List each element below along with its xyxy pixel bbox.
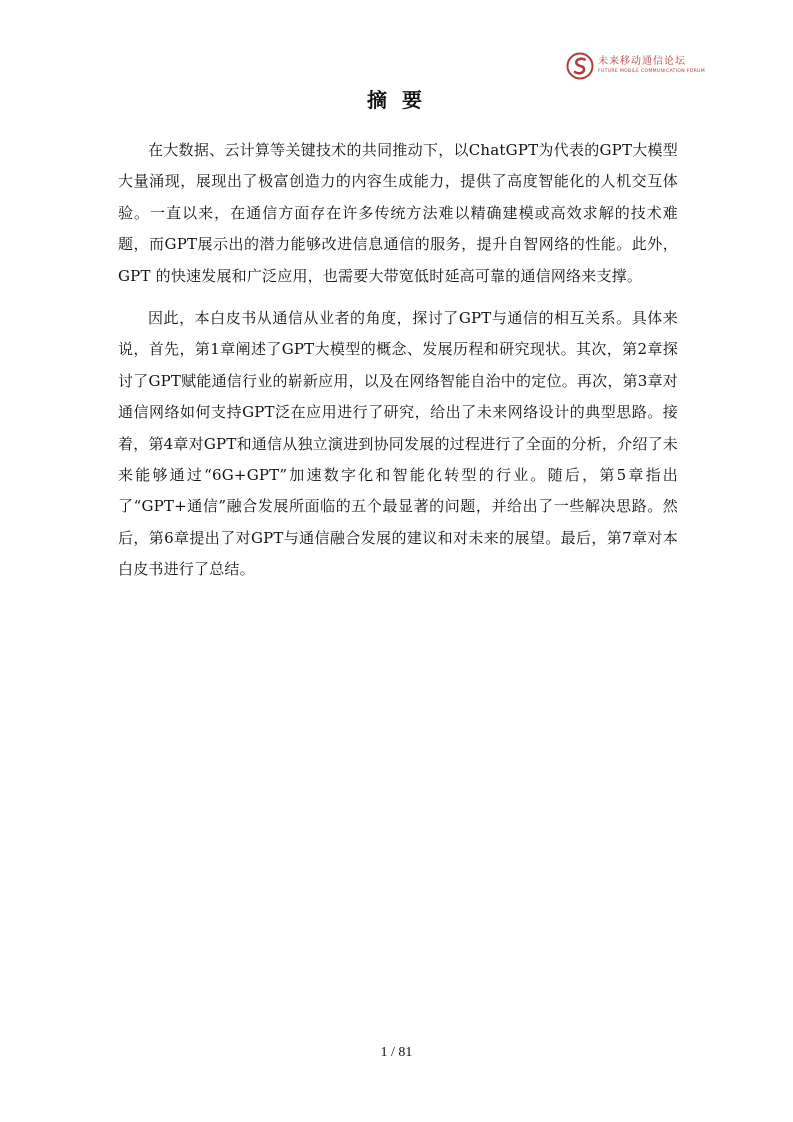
page-title: 摘 要 <box>367 88 426 112</box>
forum-logo <box>566 52 716 80</box>
logo-english-name: FUTURE MOBILE COMMUNICATION FORUM <box>598 69 705 75</box>
abstract-paragraph-2: 因此，本白皮书从通信从业者的角度，探讨了GPT与通信的相互关系。具体来说，首先，第1章阐述了GPT大模型的概念、发展历程和研究现状。其次，第2章探讨了GPT赋能通信行业的崭新应用，以及在网络智能自治中的定位。再次，第3章对通信网络如何支持GPT泛在应用进行了研究，给出了未来网络设计的典型思路。接着，第4章对GPT和通信从独立演进到协同发展的过程进行了全面的分析，介绍了未来能够通过“6G+GPT”加速数字化和智能化转型的行业。随后，第5章指出了“GPT+通信”融合发展所面临的五个最显著的问题，并给出了一些解决思路。然后，第6章提出了对GPT与通信融合发展的建议和对未来的展望。最后，第7章对本白皮书进行了总结。 <box>118 309 678 579</box>
forum-logo-text <box>598 57 705 75</box>
forum-logo-icon <box>566 52 594 80</box>
logo-chinese-name: 未来移动通信论坛 <box>598 56 686 68</box>
abstract-body <box>118 135 678 586</box>
page-number: 1 / 81 <box>380 1045 413 1060</box>
abstract-paragraph-1: 在大数据、云计算等关键技术的共同推动下，以ChatGPT为代表的GPT大模型大量涌现，展现出了极富创造力的内容生成能力，提供了高度智能化的人机交互体验。一直以来，在通信方面存在许多传统方法难以精确建模或高效求解的技术难题，而GPT展示出的潜力能够改进信息通信的服务，提升自智网络的性能。此外，GPT 的快速发展和广泛应用，也需要大带宽低时延高可靠的通信网络来支撑。 <box>118 141 678 285</box>
